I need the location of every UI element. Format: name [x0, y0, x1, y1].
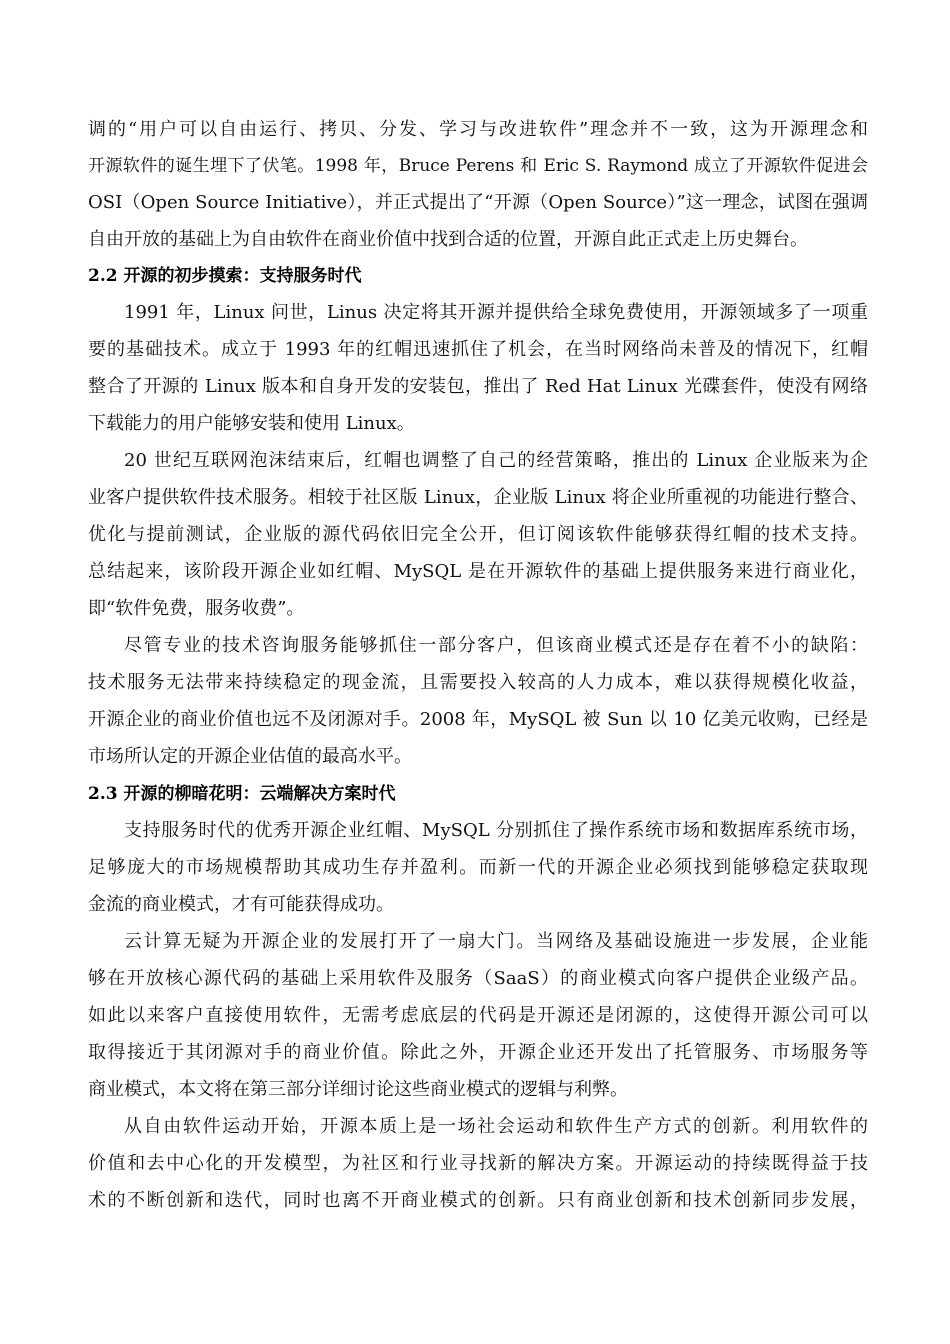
- s23-p2-line-2: 够在开放核心源代码的基础上采用软件及服务（SaaS）的商业模式向客户提供企业级产品。: [88, 968, 868, 989]
- section-2-3-heading: 2.3 开源的柳暗花明：云端解决方案时代: [88, 784, 396, 804]
- intro-line-4: 自由开放的基础上为自由软件在商业价值中找到合适的位置，开源自此正式走上历史舞台。: [88, 229, 808, 250]
- s23-p2-line-5: 商业模式，本文将在第三部分详细讨论这些商业模式的逻辑与利弊。: [88, 1079, 628, 1100]
- intro-line-1: 调的“用户可以自由运行、拷贝、分发、学习与改进软件”理念并不一致，这为开源理念和: [88, 119, 868, 140]
- s22-p3-line-1: 尽管专业的技术咨询服务能够抓住一部分客户，但该商业模式还是存在着不小的缺陷：: [124, 635, 868, 656]
- s23-p3-line-3: 术的不断创新和迭代，同时也离不开商业模式的创新。只有商业创新和技术创新同步发展，: [88, 1190, 868, 1211]
- s23-p3-line-2: 价值和去中心化的开发模型，为社区和行业寻找新的解决方案。开源运动的持续既得益于技: [88, 1153, 868, 1174]
- s22-p2-line-1: 20 世纪互联网泡沫结束后，红帽也调整了自己的经营策略，推出的 Linux 企业版来为企: [124, 450, 868, 471]
- s22-p2-line-2: 业客户提供软件技术服务。相较于社区版 Linux，企业版 Linux 将企业所重视的功能进行整合、: [88, 487, 868, 508]
- s23-p3-line-1: 从自由软件运动开始，开源本质上是一场社会运动和软件生产方式的创新。利用软件的: [124, 1116, 868, 1137]
- s22-p1-line-3: 整合了开源的 Linux 版本和自身开发的安装包，推出了 Red Hat Linux 光碟套件，使没有网络: [88, 376, 868, 397]
- s23-p2-line-3: 如此以来客户直接使用软件，无需考虑底层的代码是开源还是闭源的，这使得开源公司可以: [88, 1005, 868, 1026]
- section-2-2-heading: 2.2 开源的初步摸索：支持服务时代: [88, 266, 362, 286]
- s22-p1-line-2: 要的基础技术。成立于 1993 年的红帽迅速抓住了机会，在当时网络尚未普及的情况下，红帽: [88, 339, 868, 360]
- s22-p2-line-4: 总结起来，该阶段开源企业如红帽、MySQL 是在开源软件的基础上提供服务来进行商业化，: [88, 561, 868, 582]
- intro-line-3: OSI（Open Source Initiative），并正式提出了“开源（Open Source）”这一理念，试图在强调: [88, 192, 868, 213]
- s23-p1-line-2: 足够庞大的市场规模帮助其成功生存并盈利。而新一代的开源企业必须找到能够稳定获取现: [88, 857, 868, 878]
- s22-p1-line-1: 1991 年，Linux 问世，Linus 决定将其开源并提供给全球免费使用，开源领域多了一项重: [124, 302, 868, 323]
- s23-p1-line-3: 金流的商业模式，才有可能获得成功。: [88, 894, 394, 915]
- s22-p3-line-3: 开源企业的商业价值也远不及闭源对手。2008 年，MySQL 被 Sun 以 10 亿美元收购，已经是: [88, 709, 868, 730]
- intro-line-2: 开源软件的诞生埋下了伏笔。1998 年，Bruce Perens 和 Eric S. Raymond 成立了开源软件促进会: [88, 156, 868, 176]
- s22-p2-line-3: 优化与提前测试，企业版的源代码依旧完全公开，但订阅该软件能够获得红帽的技术支持。: [88, 524, 868, 545]
- s23-p2-line-1: 云计算无疑为开源企业的发展打开了一扇大门。当网络及基础设施进一步发展，企业能: [124, 931, 868, 952]
- s22-p1-line-4: 下载能力的用户能够安装和使用 Linux。: [88, 413, 415, 434]
- s23-p2-line-4: 取得接近于其闭源对手的商业价值。除此之外，开源企业还开发出了托管服务、市场服务等: [88, 1042, 868, 1063]
- s22-p3-line-4: 市场所认定的开源企业估值的最高水平。: [88, 746, 412, 767]
- s23-p1-line-1: 支持服务时代的优秀开源企业红帽、MySQL 分别抓住了操作系统市场和数据库系统市场，: [124, 820, 868, 841]
- s22-p2-line-5: 即“软件免费，服务收费”。: [88, 598, 305, 619]
- s22-p3-line-2: 技术服务无法带来持续稳定的现金流，且需要投入较高的人力成本，难以获得规模化收益，: [88, 672, 868, 693]
